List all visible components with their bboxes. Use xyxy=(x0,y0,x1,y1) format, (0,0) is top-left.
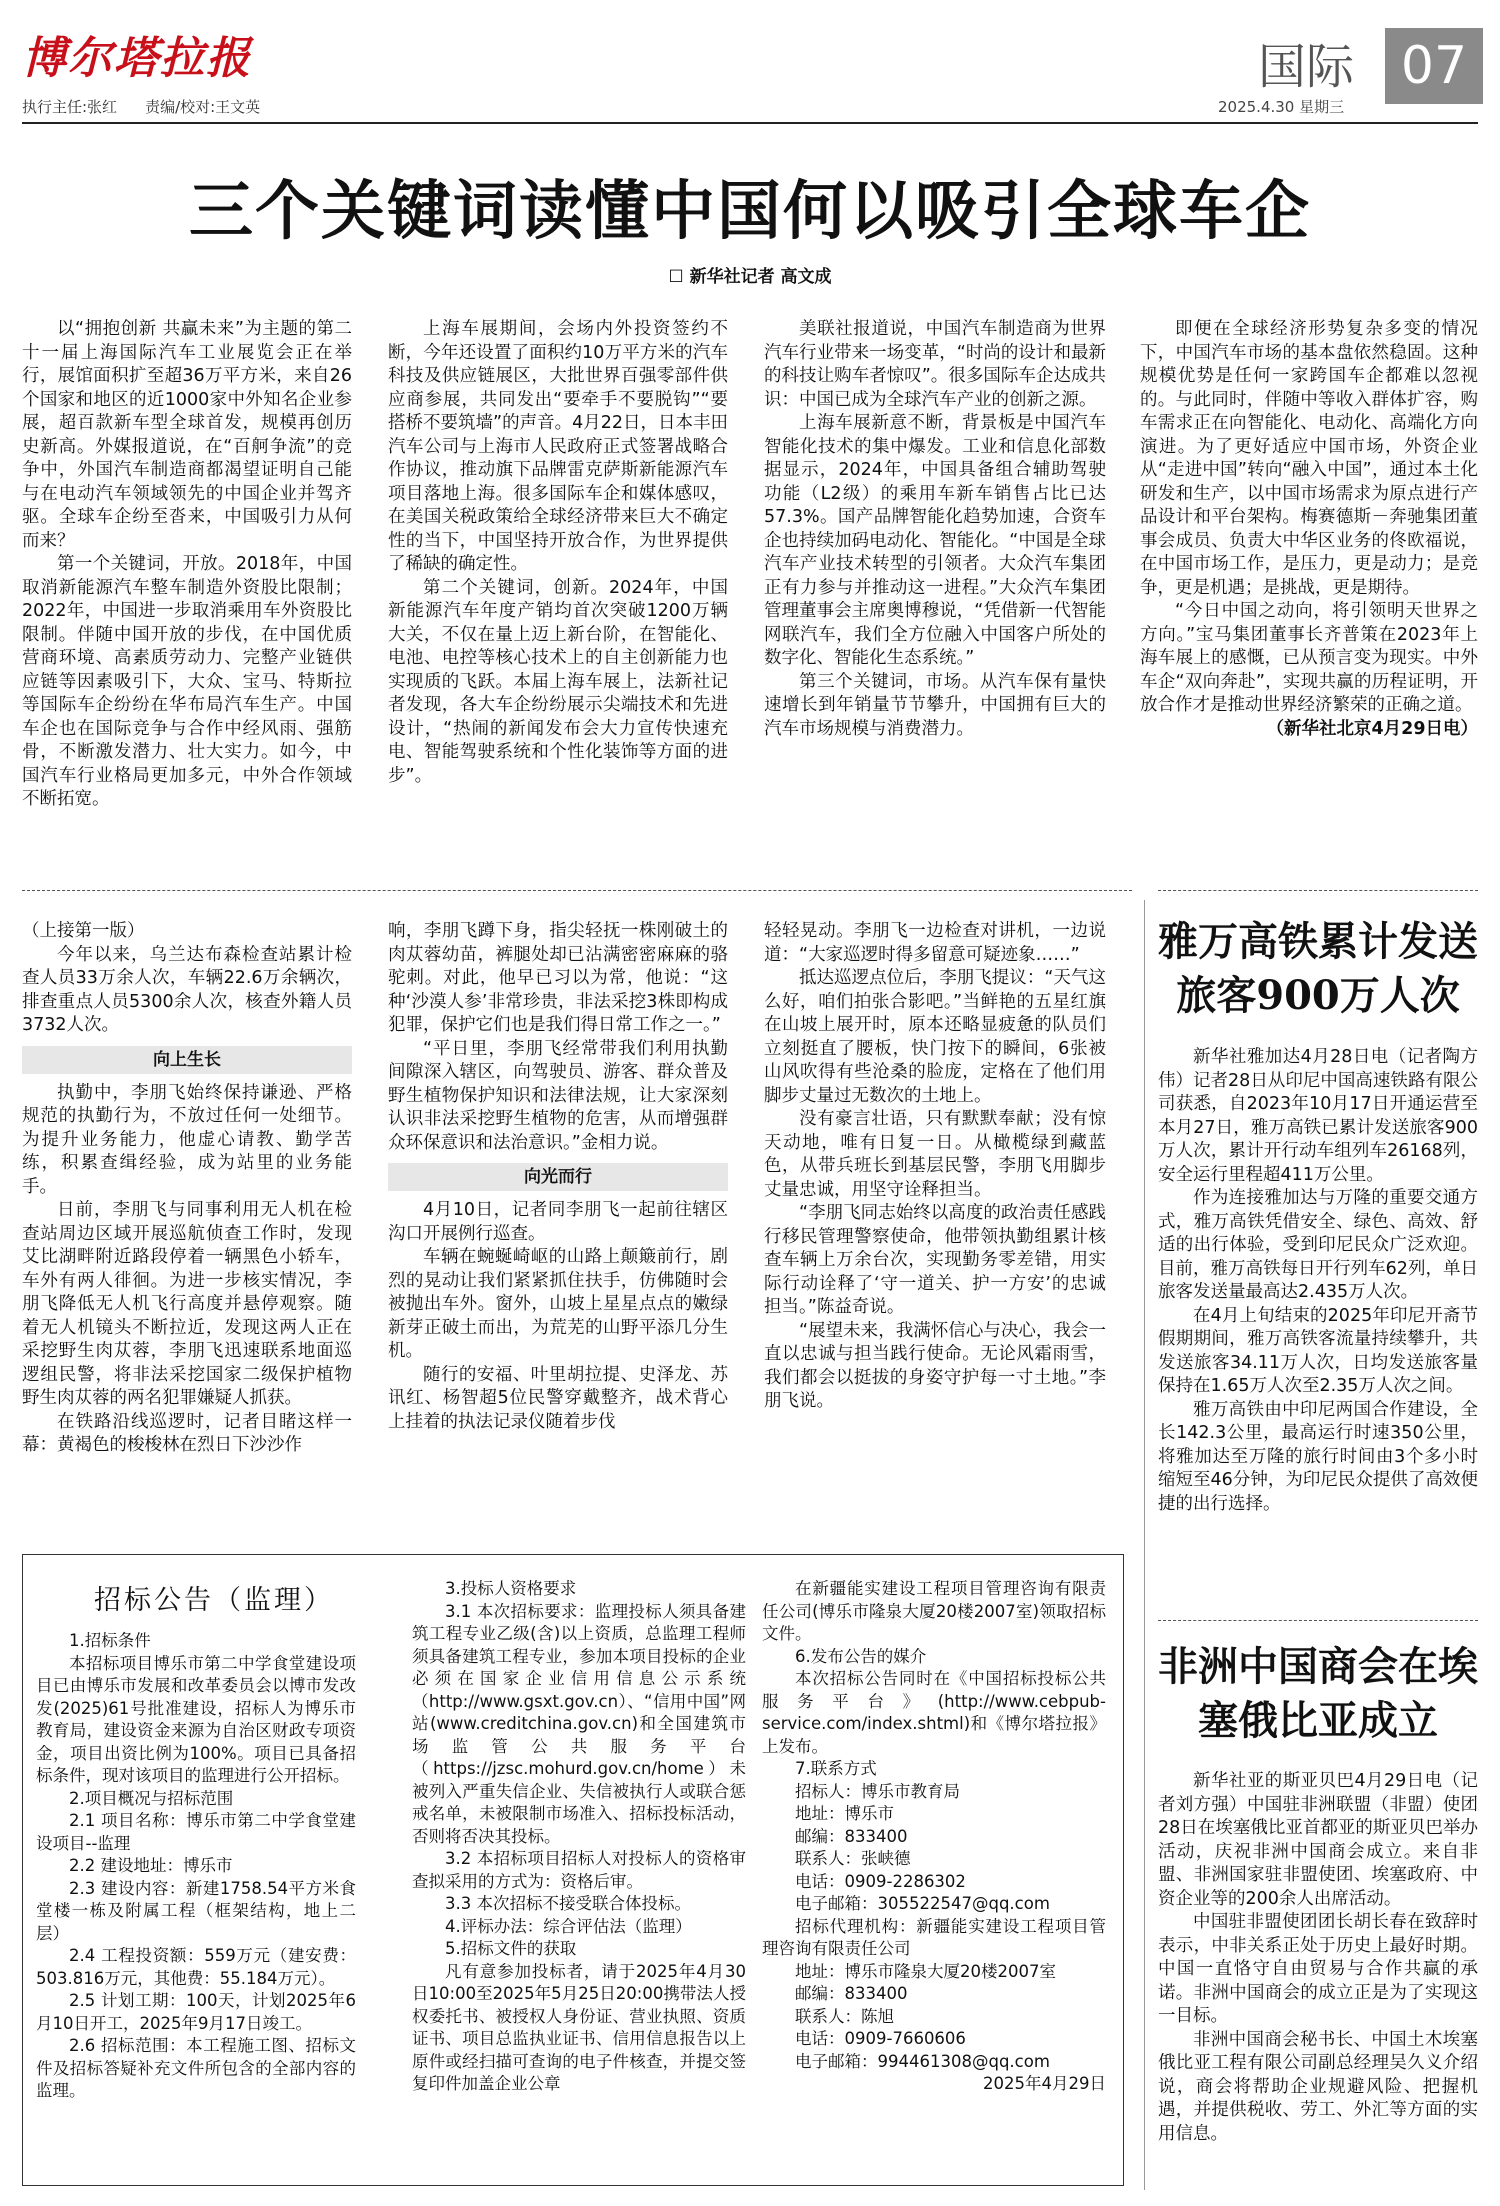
notice-line: 5.招标文件的获取 xyxy=(445,1939,577,1958)
notice-line: 4.评标办法：综合评估法（监理） xyxy=(445,1916,692,1936)
notice-title: 招标公告（监理） xyxy=(94,1585,334,1616)
main-col-4 xyxy=(1140,318,1478,741)
chief-editor: 执行主任:张红 xyxy=(22,98,118,116)
notice-line: 本次招标公告同时在《中国招标投标公共服务平台》(http://www.cebpub-service.com/index.shtml)和《博尔塔拉报》上发布。 xyxy=(762,1669,1106,1756)
notice-col-1 xyxy=(36,1630,356,2103)
paragraph: 上海车展期间，会场内外投资签约不断，今年还设置了面积约10万平方米的汽车科技及供应链展区，大批世界百强零部件供应商参展，共同发出“要牵手不要脱钩”“要搭桥不要筑墙”的声音。4月22日，日本丰田汽车公司与上海市人民政府正式签署战略合作协议，推动旗下品牌雷克萨斯新能源汽车项目落地上海。很多国际车企和媒体感叹，在美国关税政策给全球经济带来巨大不确定性的当下，中国坚持开放合作，为世界提供了稀缺的确定性。 xyxy=(388,319,728,574)
notice-line: 招标代理机构：新疆能实建设工程项目管理咨询有限责任公司 xyxy=(762,1916,1106,1958)
subheading: 向光而行 xyxy=(388,1163,728,1191)
notice-line: 本招标项目博乐市第二中学食堂建设项目已由博乐市发展和改革委员会以博市发改发(2025)61号批准建设，招标人为博乐市教育局，建设资金来源为自治区财政专项资金，项目出资比例为100%。项目已具备招标条件，现对该项目的监理进行公开招标。 xyxy=(36,1653,356,1785)
masthead-logo: 博尔塔拉报 xyxy=(22,33,252,84)
notice-line: 联系人：陈旭 xyxy=(795,2006,894,2026)
editor-credits xyxy=(22,96,288,117)
subheading: 向上生长 xyxy=(22,1046,352,1074)
issue-date: 2025.4.30 星期三 xyxy=(1218,98,1345,116)
paragraph: 上海车展新意不断，背景板是中国汽车智能化技术的集中爆发。工业和信息化部数据显示，2024年，中国具备组合辅助驾驶功能（L2级）的乘用车新车销售占比已达57.3%。国产品牌智能化趋势加速，合资车企也持续加码电动化、智能化。“中国是全球汽车产业技术转型的引领者。大众汽车集团正有力参与并推动这一进程。”大众汽车集团管理董事会主席奥博穆说，“凭借新一代智能网联汽车，我们全方位融入中国客户所处的数字化、智能化生态系统。” xyxy=(764,413,1106,668)
notice-line: 地址：博乐市隆泉大厦20楼2007室 xyxy=(795,1961,1056,1981)
notice-line: 2.项目概况与招标范围 xyxy=(69,1788,234,1808)
notice-line: 6.发布公告的媒介 xyxy=(795,1646,927,1666)
notice-line: 2.5 计划工期：100天，计划2025年6月10日开工，2025年9月17日竣工。 xyxy=(36,1991,356,2033)
paragraph: 随行的安福、叶里胡拉提、史泽龙、苏讯红、杨智超5位民警穿戴整齐，战术背心上挂着的执法记录仪随着步伐 xyxy=(388,1364,728,1432)
notice-line: 在新疆能实建设工程项目管理咨询有限责任公司(博乐市隆泉大厦20楼2007室)领取招标文件。 xyxy=(762,1579,1106,1643)
section-divider xyxy=(1158,890,1478,891)
byline-text: 新华社记者 高文成 xyxy=(689,267,832,287)
notice-line: 电话：0909-2286302 xyxy=(795,1871,966,1891)
section-divider xyxy=(22,890,1132,891)
paragraph: 执勤中，李朋飞始终保持谦逊、严格规范的执勤行为，不放过任何一处细节。为提升业务能力，他虚心请教、勤学苦练，积累查缉经验，成为站里的业务能手。 xyxy=(22,1082,352,1197)
notice-line: 2.2 建设地址：博乐市 xyxy=(69,1856,233,1875)
side-story-2 xyxy=(1158,1770,1478,2146)
notice-line: 电子邮箱：994461308@qq.com xyxy=(795,2051,1050,2071)
paragraph: 第一个关键词，开放。2018年，中国取消新能源汽车整车制造外资股比限制；2022年，中国进一步取消乘用车外资股比限制。伴随中国开放的步伐，在中国优质营商环境、高素质劳动力、完整产业链供应链等因素吸引下，大众、宝马、特斯拉等国际车企纷纷在华布局汽车生产。中国车企也在国际竞争与合作中经风雨、强筋骨，不断激发潜力、壮大实力。如今，中国汽车行业格局更加多元，中外合作领域不断拓宽。 xyxy=(22,554,352,809)
paragraph: 没有豪言壮语，只有默默奉献；没有惊天动地，唯有日复一日。从橄榄绿到藏蓝色，从带兵班长到基层民警，李朋飞用脚步丈量忠诚，用坚守诠释担当。 xyxy=(764,1109,1106,1200)
continued-note: （上接第一版） xyxy=(22,921,145,941)
side-headline-1: 雅万高铁累计发送旅客900万人次 xyxy=(1158,918,1478,1019)
paragraph: “今日中国之动向，将引领明天世界之方向。”宝马集团董事长齐普策在2023年上海车展上的感慨，已从预言变为现实。中外车企“双向奔赴”，实现共赢的历程证明，开放合作才是推动世界经济繁荣的正确之道。 xyxy=(1140,601,1478,715)
paragraph: 轻轻晃动。李朋飞一边检查对讲机，一边说道：“大家巡逻时得多留意可疑迹象……” xyxy=(764,921,1106,965)
paragraph: 响，李朋飞蹲下身，指尖轻抚一株刚破土的肉苁蓉幼苗，裤腿处却已沾满密密麻麻的骆驼刺。对此，他早已习以为常，他说：“这种‘沙漠人参’非常珍贵，非法采挖3株即构成犯罪，保护它们也是我们得日常工作之一。” xyxy=(388,921,728,1035)
page-editor: 责编/校对:王文英 xyxy=(145,98,261,116)
column-divider xyxy=(1144,900,1145,2190)
notice-line: 2.6 招标范围：本工程施工图、招标文件及招标答疑补充文件所包含的全部内容的监理。 xyxy=(36,2036,356,2100)
paragraph: 抵达巡逻点位后，李朋飞提议：“天气这么好，咱们拍张合影吧。”当鲜艳的五星红旗在山坡上展开时，原本还略显疲惫的队员们立刻挺直了腰板，快门按下的瞬间，6张被山风吹得有些沧桑的脸庞，定格在了他们用脚步丈量过无数次的土地上。 xyxy=(764,968,1106,1106)
paragraph: 日前，李朋飞与同事利用无人机在检查站周边区域开展巡航侦查工作时，发现艾比湖畔附近路段停着一辆黑色小轿车，车外有两人徘徊。为进一步核实情况，李朋飞降低无人机飞行高度并悬停观察。随着无人机镜头不断拉近，发现这两人正在采挖野生肉苁蓉，李朋飞迅速联系地面巡逻组民警，将非法采挖国家二级保护植物野生肉苁蓉的两名犯罪嫌疑人抓获。 xyxy=(22,1200,352,1408)
paragraph: 雅万高铁由中印尼两国合作建设，全长142.3公里，最高运行时速350公里，将雅加达至万隆的旅行时间由3个多小时缩短至46分钟，为印尼民众提供了高效便捷的出行选择。 xyxy=(1158,1399,1478,1514)
side-divider xyxy=(1158,1620,1478,1621)
notice-line: 3.投标人资格要求 xyxy=(445,1579,577,1598)
section-name: 国际 xyxy=(1258,39,1355,95)
page-number: 07 xyxy=(1385,28,1483,104)
story2-col-1 xyxy=(22,920,352,1458)
paragraph: 中国驻非盟使团团长胡长春在致辞时表示，中非关系正处于历史上最好时期。中国一直恪守自由贸易与合作共赢的承诺。非洲中国商会的成立正是为了实现这一目标。 xyxy=(1158,1912,1478,2026)
paragraph: 新华社雅加达4月28日电（记者陶方伟）记者28日从印尼中国高速铁路有限公司获悉，自2023年10月17日开通运营至本月27日，雅万高铁已累计发送旅客900万人次，累计开行动车组列车26168列，安全运行里程超411万公里。 xyxy=(1158,1047,1478,1185)
story2-col-3 xyxy=(764,920,1106,1414)
main-col-2 xyxy=(388,318,728,788)
paragraph: “李朋飞同志始终以高度的政治责任感践行移民管理警察使命，他带领执勤组累计核查车辆上万余台次，实现勤务零差错，用实际行动诠释了‘守一道关、护一方安’的忠诚担当。”陈益奇说。 xyxy=(764,1203,1106,1317)
notice-line: 3.2 本招标项目招标人对投标人的资格审查拟采用的方式为：资格后审。 xyxy=(412,1849,746,1891)
paragraph: 非洲中国商会秘书长、中国土木埃塞俄比亚工程有限公司副总经理吴久义介绍说，商会将帮助企业规避风险、把握机遇，并提供税收、劳工、外汇等方面的实用信息。 xyxy=(1158,2029,1478,2144)
notice-line: 7.联系方式 xyxy=(795,1759,877,1778)
main-headline: 三个关键词读懂中国何以吸引全球车企 xyxy=(189,174,1311,249)
notice-date: 2025年4月29日 xyxy=(983,2074,1106,2093)
notice-line: 联系人：张峡德 xyxy=(795,1849,911,1868)
paragraph: 今年以来，乌兰达布森检查站累计检查人员33万余人次，车辆22.6万余辆次，排查重点人员5300余人次，核查外籍人员3732人次。 xyxy=(22,944,352,1035)
main-col-3 xyxy=(764,318,1106,741)
notice-line: 邮编：833400 xyxy=(795,1984,908,2003)
paragraph: 第二个关键词，创新。2024年，中国新能源汽车年度产销均首次突破1200万辆大关，不仅在量上迈上新台阶，在智能化、电池、电控等核心技术上的自主创新能力也实现质的飞跃。本届上海车展上，法新社记者发现，各大车企纷纷展示尖端技术和先进设计，“热闹的新闻发布会大力宣传快速充电、智能驾驶系统和个性化装饰等方面的进步”。 xyxy=(388,577,728,786)
paragraph: 作为连接雅加达与万隆的重要交通方式，雅万高铁凭借安全、绿色、高效、舒适的出行体验，受到印尼民众广泛欢迎。目前，雅万高铁每日开行列车62列，单日旅客发送量最高达2.435万人次。 xyxy=(1158,1188,1478,1302)
notice-line: 1.招标条件 xyxy=(69,1631,151,1650)
paragraph: 4月10日，记者同李朋飞一起前往辖区沟口开展例行巡查。 xyxy=(388,1200,728,1244)
paragraph: 在4月上旬结束的2025年印尼开斋节假期期间，雅万高铁客流量持续攀升，共发送旅客34.11万人次，日均发送旅客量保持在1.65万人次至2.35万人次之间。 xyxy=(1158,1305,1478,1396)
paragraph: 新华社亚的斯亚贝巴4月29日电（记者刘方强）中国驻非洲联盟（非盟）使团28日在埃塞俄比亚首都亚的斯亚贝巴举办活动，庆祝非洲中国商会成立。来自非盟、非洲国家驻非盟使团、埃塞政府、中资企业等的200余人出席活动。 xyxy=(1158,1771,1478,1909)
paragraph: 即便在全球经济形势复杂多变的情况下，中国汽车市场的基本盘依然稳固。这种规模优势是任何一家跨国车企都难以忽视的。与此同时，伴随中等收入群体扩容，购车需求正在向智能化、电动化、高端化方向演进。为了更好适应中国市场，外资企业从“走进中国”转向“融入中国”，通过本土化研发和生产，以中国市场需求为原点进行产品设计和平台架构。梅赛德斯－奔驰集团董事会成员、负责大中华区业务的佟欧福说，在中国市场工作，是压力，更是动力；是竞争，更是机遇；是挑战，更是期待。 xyxy=(1140,319,1478,598)
notice-line: 电子邮箱：305522547@qq.com xyxy=(795,1894,1050,1913)
notice-line: 2.1 项目名称：博乐市第二中学食堂建设项目--监理 xyxy=(36,1811,356,1853)
notice-line: 招标人：博乐市教育局 xyxy=(795,1781,960,1801)
notice-line: 邮编：833400 xyxy=(795,1826,908,1846)
main-col-1 xyxy=(22,318,352,812)
paragraph: 车辆在蜿蜒崎岖的山路上颠簸前行，剧烈的晃动让我们紧紧抓住扶手，仿佛随时会被抛出车外。窗外，山坡上星星点点的嫩绿新芽正破土而出，为荒芜的山野平添几分生机。 xyxy=(388,1247,728,1361)
notice-line: 3.3 本次招标不接受联合体投标。 xyxy=(445,1894,691,1913)
notice-line: 3.1 本次招标要求：监理投标人须具备建筑工程专业乙级(含)以上资质，总监理工程师须具备建筑工程专业，参加本项目投标的企业必须在国家企业信用信息公示系统（http://www.gsxt.gov.cn）、“信用中国”网站(www.creditchina.gov.cn)和全国建筑市场监管公共服务平台（https://jzsc.mohurd.gov.cn/home）未被列入严重失信企业、失信被执行人或联合惩戒名单，未被限制市场准入、招标投标活动，否则将否决其投标。 xyxy=(412,1601,746,1846)
paragraph: 以“拥抱创新 共赢未来”为主题的第二十一届上海国际汽车工业展览会正在举行，展馆面积扩至超36万平方米，来自26个国家和地区的近1000家中外知名企业参展，超百款新车型全球首发，规模再创历史新高。外媒报道说，在“百舸争流”的竞争中，外国汽车制造商都渴望证明自己能与在电动汽车领域领先的中国企业并驾齐驱。全球车企纷至沓来，中国吸引力从何而来？ xyxy=(22,319,352,551)
paragraph: “平日里，李朋飞经常带我们利用执勤间隙深入辖区，向驾驶员、游客、群众普及野生植物保护知识和法律法规，让大家深刻认识非法采挖野生植物的危害，从而增强群众环保意识和法治意识。”金相力说。 xyxy=(388,1038,728,1153)
notice-line: 2.3 建设内容：新建1758.54平方米食堂楼一栋及附属工程（框架结构，地上二层） xyxy=(36,1878,356,1943)
notice-col-3 xyxy=(762,1578,1106,2096)
story2-col-2 xyxy=(388,920,728,1434)
paragraph: 第三个关键词，市场。从汽车保有量快速增长到年销量节节攀升，中国拥有巨大的汽车市场规模与消费潜力。 xyxy=(764,671,1106,739)
notice-col-2 xyxy=(412,1578,746,2096)
paragraph: 美联社报道说，中国汽车制造商为世界汽车行业带来一场变革，“时尚的设计和最新的科技让购车者惊叹”。很多国际车企达成共识：中国已成为全球汽车产业的创新之源。 xyxy=(764,319,1106,410)
main-byline: ☐ 新华社记者 高文成 xyxy=(668,267,832,287)
notice-line: 电话：0909-7660606 xyxy=(795,2029,966,2048)
side-story-1 xyxy=(1158,1046,1478,1516)
notice-line: 凡有意参加投标者，请于2025年4月30日10:00至2025年5月25日20:00携带法人授权委托书、被授权人身份证、营业执照、资质证书、项目总监执业证书、信用信息报告以上原件或经扫描可查询的电子件核查，并提交签复印件加盖企业公章 xyxy=(412,1961,746,2093)
notice-line: 2.4 工程投资额：559万元（建安费：503.816万元，其他费：55.184万元）。 xyxy=(36,1946,356,1988)
notice-line: 地址：博乐市 xyxy=(795,1804,894,1823)
dateline-sign: （新华社北京4月29日电） xyxy=(1266,718,1478,739)
header-rule xyxy=(22,122,1478,124)
paragraph: 在铁路沿线巡逻时，记者目睹这样一幕：黄褐色的梭梭林在烈日下沙沙作 xyxy=(22,1411,352,1455)
paragraph: “展望未来，我满怀信心与决心，我会一直以忠诚与担当践行使命。无论风霜雨雪，我们都会以挺拔的身姿守护每一寸土地。”李朋飞说。 xyxy=(764,1320,1106,1411)
side-headline-2: 非洲中国商会在埃塞俄比亚成立 xyxy=(1158,1643,1478,1744)
